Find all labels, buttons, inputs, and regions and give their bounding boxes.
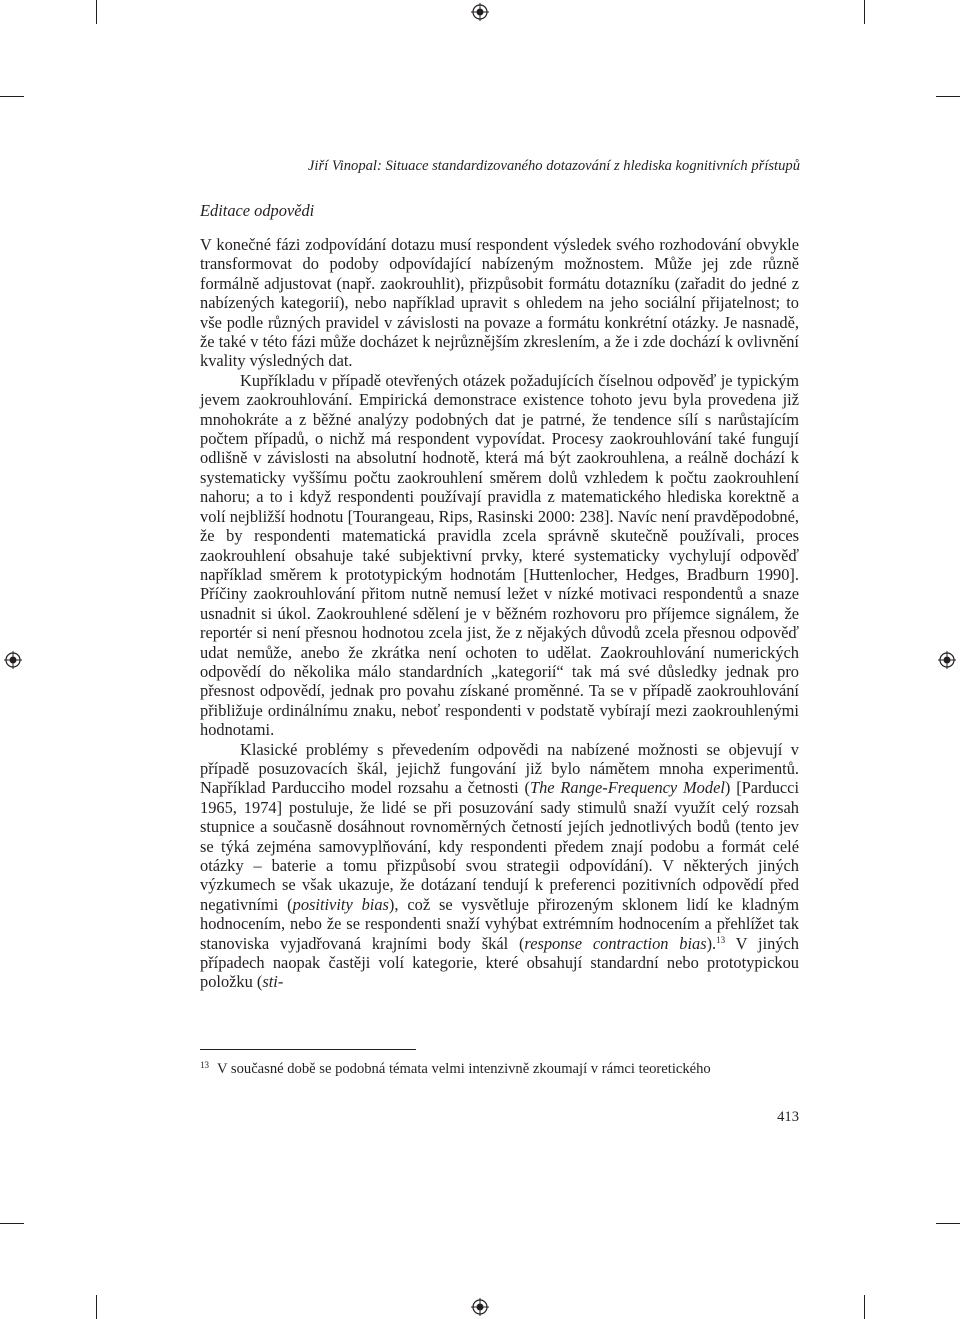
text-run: ). bbox=[706, 933, 717, 953]
paragraph: V konečné fázi zodpovídání dotazu musí respondent výsledek svého rozhodování obvykle transformovat do podoby odpovídající nabízeným možnostem. Může jej zde různě formálně adjustovat (např. zaokrouhlit), přizpůsobit formátu dotazníku (zařadit do jedné z nabízených kategorií), nebo například upravit s ohledem na jeho sociální přijatelnost; to vše podle různých pravidel v závislosti na povaze a formátu konkrétní otázky. Je nasnadě, že také v této fázi může docházet k nejrůznějším zkreslením, a že i zde dochází k ovlivnění kvality výsledných dat. bbox=[200, 235, 799, 371]
footnote-rule bbox=[200, 1049, 416, 1050]
crop-mark bbox=[864, 0, 865, 24]
italic-term: response contraction bias bbox=[524, 933, 707, 953]
crop-mark bbox=[864, 1295, 865, 1319]
paragraph: Kupříkladu v případě otevřených otázek požadujících číselnou odpověď je typickým jevem zaokrouhlování. Empirická demonstrace existence tohoto jevu byla provedena již mnohokráte a z běžné analýzy podobných dat je patrné, že tendence sílí s narůstajícím počtem případů, o nichž má respondent vypovídat. Procesy zaokrouhlování také fungují odlišně v závislosti na absolutní hodnotě, která má být zaokrouhlena, a reálně dochází k systematicky vyššímu počtu zaokrouhlení směrem dolů vzhledem k počtu zaokrouhlení nahoru; a to i když respondenti používají pravidla z matematického hlediska korektně a volí nejbližší hodnotu [Tourangeau, Rips, Rasinski 2000: 238]. Navíc není pravděpodobné, že by respondenti matematická pravidla zcela správně skutečně používali, proces zaokrouhlení obsahuje také subjektivní prvky, které systematicky vychylují odpověď například směrem k prototypickým hodnotám [Huttenlocher, Hedges, Bradburn 1990]. Příčiny zaokrouhlování přitom nutně nemusí ležet v nízké motivaci respondentů a snaze usnadnit si úkol. Zaokrouhlené sdělení je v běžném rozhovoru pro příjemce signálem, že reportér si není přesnou hodnotou zcela jist, že z nějakých důvodů zcela přesnou odpověď udat nemůže, anebo že zkrátka není ochoten to udělat. Zaokrouhlování numerických odpovědí do několika málo standardních „kategorií“ tak má své důsledky jednak pro přesnost odpovědí, jednak pro povahu získané proměnné. Ta se v případě zaokrouhlování přibližuje ordinálnímu znaku, neboť respondenti v podstatě vybírají mezi zaokrouhlenými hodnotami. bbox=[200, 370, 799, 740]
running-head: Jiří Vinopal: Situace standardizovaného dotazování z hlediska kognitivních přístupů bbox=[307, 158, 800, 174]
crop-mark bbox=[936, 96, 960, 97]
text-run: ), což se vysvětluje přirozeným sklonem lidí ke kladným hodnocením, nebo že se respondenti snaží vyhýbat extrémním hodnocením a přehlížet tak stanoviska vyjadřovaná krajními body škál ( bbox=[200, 894, 799, 953]
registration-mark-icon bbox=[938, 651, 956, 669]
text-run: ) [Parducci 1965, 1974] postuluje, že lidé se při posuzování sady stimulů snaží využít celý rozsah stupnice a současně dosáhnout rovnoměrných četností jejích jednotlivých bodů (tento jev se týká zejména samovyplňování, kdy respondenti předem znají podobu a formát celé otázky – baterie a tomu přizpůsobí svou strategii odpovídání). V některých jiných výzkumech se však ukazuje, že dotázaní tendují k preferenci pozitivních odpovědí před negativními ( bbox=[200, 778, 800, 914]
text-run: V jiných případech naopak častěji volí kategorie, které obsahují standardní nebo prototypickou položku ( bbox=[200, 933, 799, 992]
italic-term: positivity bias bbox=[292, 894, 389, 914]
page-number: 413 bbox=[777, 1109, 799, 1125]
footnote bbox=[200, 1056, 799, 1078]
registration-mark-icon bbox=[471, 1298, 489, 1316]
footnote-reference: 13 bbox=[716, 934, 726, 945]
registration-mark-icon bbox=[4, 651, 22, 669]
crop-mark bbox=[0, 96, 24, 97]
text-run: Klasické problémy s převedením odpovědi na nabízené možnosti se objevují v případě posuzovacích škál, jejichž fungování již bylo námětem mnoha experimentů. Například Parducciho model rozsahu a četnosti ( bbox=[200, 739, 799, 798]
italic-term: The Range-Frequency Model bbox=[529, 778, 725, 798]
italic-term: sti- bbox=[262, 972, 284, 992]
crop-mark bbox=[96, 1295, 97, 1319]
crop-mark bbox=[96, 0, 97, 24]
registration-mark-icon bbox=[471, 3, 489, 21]
section-title: Editace odpovědi bbox=[200, 201, 315, 220]
paragraph bbox=[200, 740, 799, 992]
body-text bbox=[200, 235, 799, 992]
crop-mark bbox=[0, 1223, 24, 1224]
crop-mark bbox=[936, 1223, 960, 1224]
footnote-text: V současné době se podobná témata velmi intenzivně zkoumají v rámci teoretického bbox=[217, 1061, 711, 1077]
footnote-number: 13 bbox=[200, 1060, 209, 1070]
